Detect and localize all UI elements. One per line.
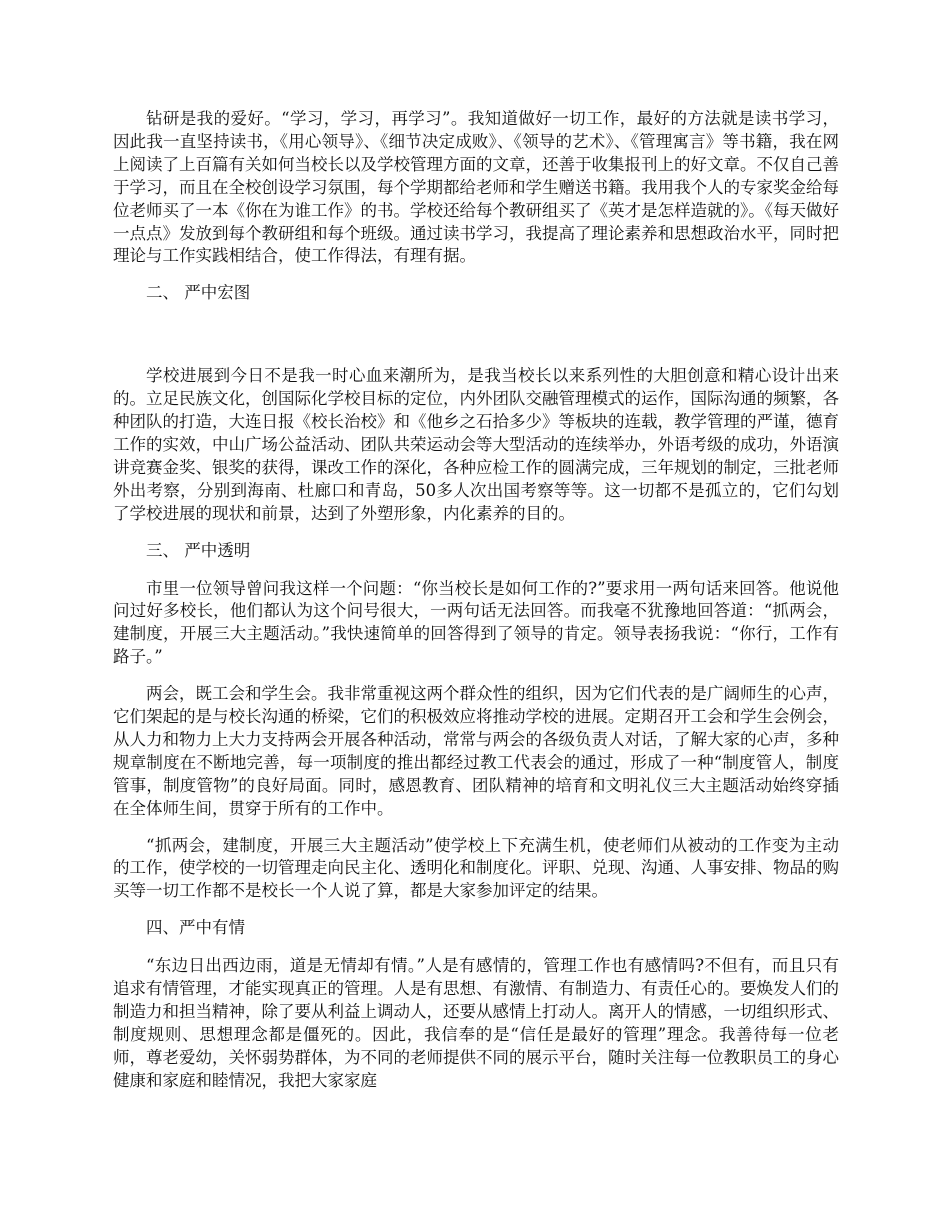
- paragraph-two-councils: 两会，既工会和学生会。我非常重视这两个群众性的组织，因为它们代表的是广阔师生的心声，它们架起的是与校长沟通的桥梁，它们的积极效应将推动学校的进展。定期召开工会和学生会例会，从人力和物力上大力支持两会开展各种活动，常常与两会的各级负责人对话，了解大家的心声，多种规章制度在不断地完善，每一项制度的推出都经过教工代表会的通过，形成了一种“制度管人，制度管事，制度管物”的良好局面。同时，感恩教育、团队精神的培育和文明礼仪三大主题活动始终穿插在全体师生间，贯穿于所有的工作中。: [113, 684, 839, 818]
- paragraph-school-development: 学校进展到今日不是我一时心血来潮所为，是我当校长以来系列性的大胆创意和精心设计出来的。立足民族文化，创国际化学校目标的定位，内外团队交融管理模式的运作，国际沟通的频繁，各种团队的打造，大连日报《校长治校》和《他乡之石拾多少》等板块的连载，教学管理的严谨，德育工作的实效，中山广场公益活动、团队共荣运动会等大型活动的连续举办，外语考级的成功，外语演讲竞赛金奖、银奖的获得，课改工作的深化，各种应检工作的圆满完成，三年规划的制定，三批老师外出考察，分别到海南、杜廊口和青岛，50多人次出国考察等等。这一切都不是孤立的，它们勾划了学校进展的现状和前景，达到了外塑形象，内化素养的目的。: [113, 366, 839, 523]
- section-heading-2: 二、 严中宏图: [146, 283, 251, 303]
- section-heading-3: 三、 严中透明: [146, 540, 251, 560]
- paragraph-study: 钻研是我的爱好。“学习，学习，再学习”。我知道做好一切工作，最好的方法就是读书学习，因此我一直坚持读书，《用心领导》、《细节决定成败》、《领导的艺术》、《管理寓言》等书籍，我在网上阅读了上百篇有关如何当校长以及学校管理方面的文章，还善于收集报刊上的好文章。不仅自己善于学习，而且在全校创设学习氛围，每个学期都给老师和学生赠送书籍。我用我个人的专家奖金给每位老师买了一本《你在为谁工作》的书。学校还给每个教研组买了《英才是怎样造就的》。《每天做好一点点》发放到每个教研组和每个班级。通过读书学习，我提高了理论素养和思想政治水平，同时把理论与工作实践相结合，使工作得法，有理有据。: [113, 109, 839, 266]
- paragraph-leader-question: 市里一位领导曾问我这样一个问题：“你当校长是如何工作的?”要求用一两句话来回答。他说他问过好多校长，他们都认为这个问号很大，一两句话无法回答。而我毫不犹豫地回答道：“抓两会，建制度，开展三大主题活动。”我快速简单的回答得到了领导的肯定。领导表扬我说：“你行，工作有路子。”: [113, 578, 839, 667]
- paragraph-three-themes: “抓两会，建制度，开展三大主题活动”使学校上下充满生机，使老师们从被动的工作变为主动的工作，使学校的一切管理走向民主化、透明化和制度化。评职、兑现、沟通、人事安排、物品的购买等一切工作都不是校长一个人说了算，都是大家参加评定的结果。: [113, 835, 839, 901]
- section-heading-4: 四、严中有情: [146, 918, 245, 938]
- document-body: [113, 108, 839, 1107]
- paragraph-emotional-management: “东边日出西边雨，道是无情却有情。”人是有感情的，管理工作也有感情吗?不但有，而且只有追求有情管理，才能实现真正的管理。人是有思想、有激情、有制造力、有责任心的。要焕发人们的制造力和担当精神，除了要从利益上调动人，还要从感情上打动人。离开人的情感，一切组织形式、制度规则、思想理念都是僵死的。因此，我信奉的是“信任是最好的管理”理念。我善待每一位老师，尊老爱幼，关怀弱势群体，为不同的老师提供不同的展示平台，随时关注每一位教职员工的身心健康和家庭和睦情况，我把大家家庭: [113, 956, 839, 1090]
